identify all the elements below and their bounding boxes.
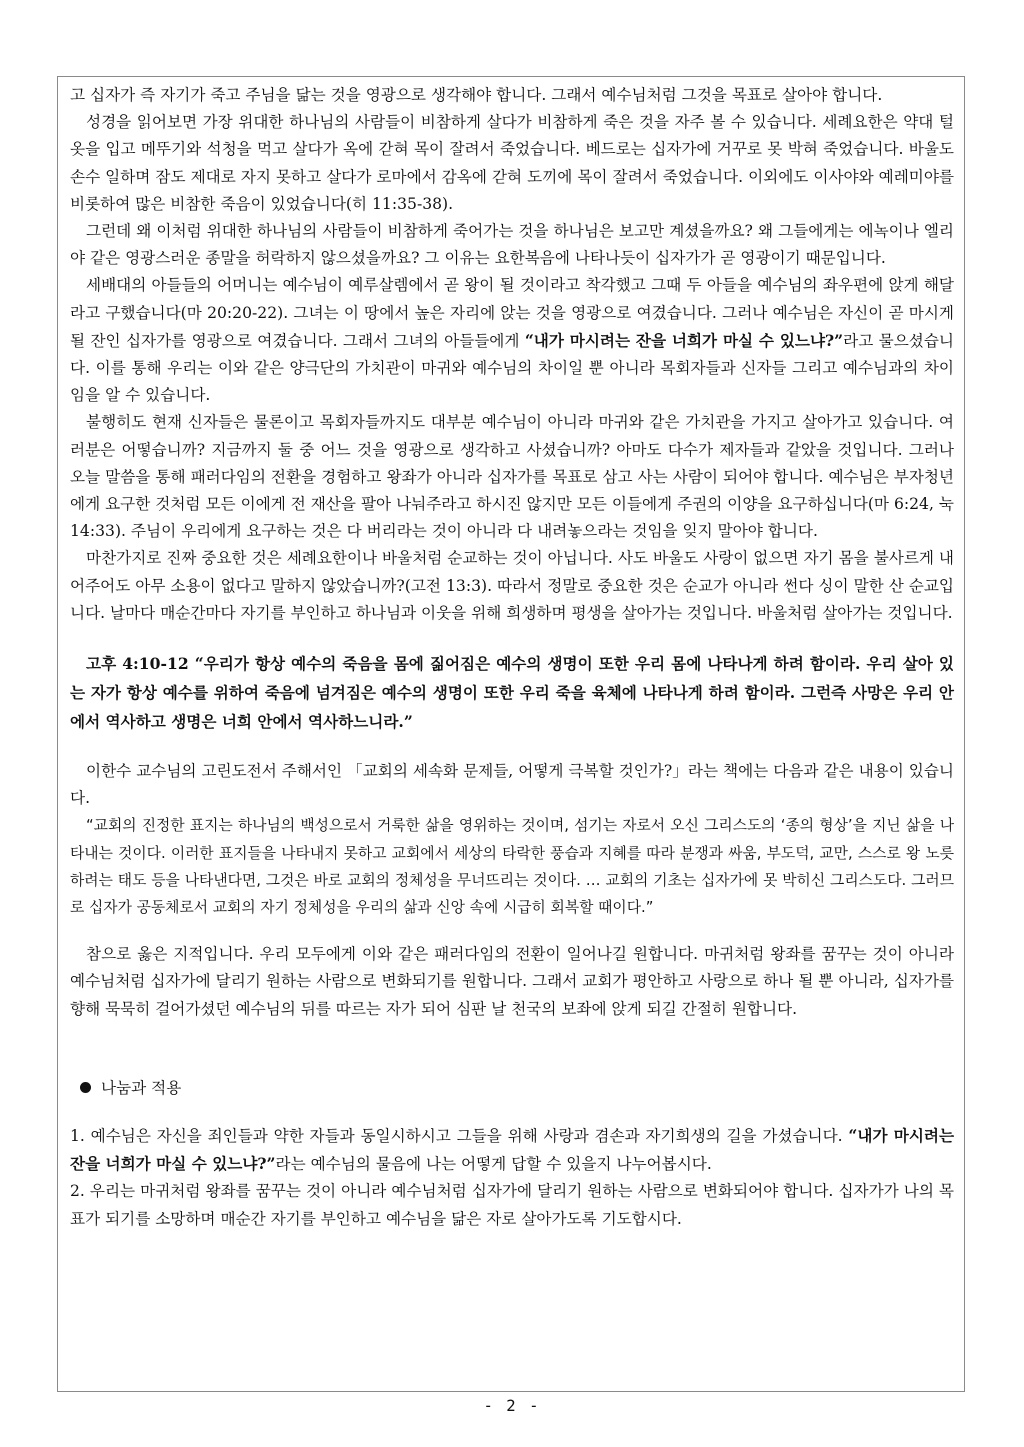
spacer [70, 736, 954, 758]
book-quote: “교회의 진정한 표지는 하나님의 백성으로서 거룩한 삶을 영위하는 것이며, 섬기는 자로서 오신 그리스도의 ‘종의 형상’을 지닌 삶을 나타내는 것이다. 이러한 표지들을 나타내지 못하고 교회에서 세상의 타락한 풍습과 지혜를 따라 분쟁과 싸움, 부도덕, 교만, 스스로 왕 노릇 하려는 태도 등을 나타낸다면, 그것은 바로 교회의 정체성을 무너뜨리는 것이다. … 교회의 기초는 십자가에 못 박히신 그리스도다. 그러므로 십자가 공동체로서 교회의 자기 정체성을 우리의 삶과 신앙 속에 시급히 회복할 때이다.” [70, 817, 954, 917]
paragraph-paradigm: 불행히도 현재 신자들은 물론이고 목회자들까지도 대부분 예수님이 아니라 마귀와 같은 가치관을 가지고 살아가고 있습니다. 여러분은 어떻습니까? 지금까지 둘 중 어느 것을 영광으로 생각하고 사셨습니까? 아마도 다수가 제자들과 같았을 것입니다. 그러나 오늘 말씀을 통해 패러다임의 전환을 경험하고 왕좌가 아니라 십자가를 목표로 삼고 사는 사람이 되어야 합니다. 예수님은 부자청년에게 요구한 것처럼 모든 이에게 전 재산을 팔아 나눠주라고 하시진 않지만 모든 이들에게 주권의 이양을 요구하십니다(마 6:24, 눅 14:33). 주님이 우리에게 요구하는 것은 다 버리라는 것이 아니라 다 내려놓으라는 것임을 잊지 말아야 합니다. [70, 413, 954, 541]
bullet-icon [80, 1082, 91, 1093]
sharing-item-1-after: 라는 예수님의 물음에 나는 어떻게 답할 수 있을지 나누어봅시다. [275, 1155, 712, 1174]
spacer [70, 627, 954, 649]
paragraph-zebedee [70, 272, 954, 409]
sharing-item-1 [70, 1122, 954, 1178]
page-frame [57, 76, 965, 1392]
zebedee-text-before: 세배대의 아들들의 어머니는 예수님이 예루살렘에서 곧 왕이 될 것이라고 착각했고 그때 두 아들을 예수님의 좌우편에 앉게 해달라고 구했습니다(마 20:20-22). 그녀는 이 땅에서 높은 자리에 앉는 것을 영광으로 여겼습니다. 그러나 예수님은 자신이 곧 마시게 될 잔인 십자가를 영광으로 여겼습니다. 그래서 그녀의 아들들에게 [70, 276, 954, 350]
scripture-quote: 고후 4:10-12 “우리가 항상 예수의 죽음을 몸에 짊어짐은 예수의 생명이 또한 우리 몸에 나타나게 하려 함이라. 우리 살아 있는 자가 항상 예수를 위하여 죽음에 넘겨짐은 예수의 생명이 또한 우리 죽을 육체에 나타나게 하려 함이라. 그런즉 사망은 우리 안에서 역사하고 생명은 너희 안에서 역사하느니라.” [70, 654, 954, 732]
page-number: - 2 - [483, 1397, 541, 1415]
paragraph-why: 그런데 왜 이처럼 위대한 하나님의 사람들이 비참하게 죽어가는 것을 하나님은 보고만 계셨을까요? 왜 그들에게는 에녹이나 엘리야 같은 영광스러운 종말을 허락하지 않으셨을까요? 그 이유는 요한복음에 나타나듯이 십자가가 곧 영광이기 때문입니다. [70, 222, 954, 268]
sharing-item-2: 2. 우리는 마귀처럼 왕좌를 꿈꾸는 것이 아니라 예수님처럼 십자가에 달리기 원하는 사람으로 변화되어야 합니다. 십자가가 나의 목표가 되기를 소망하며 매순간 자기를 부인하고 예수님을 닮은 자로 살아가도록 기도합시다. [70, 1182, 954, 1228]
paragraph-continuation: 고 십자가 즉 자기가 죽고 주님을 닮는 것을 영광으로 생각해야 합니다. 그래서 예수님처럼 그것을 목표로 살아야 합니다. [70, 86, 883, 104]
spacer [70, 921, 954, 941]
paragraph-martyrdom: 마찬가지로 진짜 중요한 것은 세례요한이나 바울처럼 순교하는 것이 아닙니다. 사도 바울도 사랑이 없으면 자기 몸을 불사르게 내어주어도 아무 소용이 없다고 말하지 않았습니까?(고전 13:3). 따라서 정말로 중요한 것은 순교가 아니라 썬다 싱이 말한 산 순교입니다. 날마다 매순간마다 자기를 부인하고 하나님과 이웃을 위해 희생하며 평생을 살아가는 것입니다. 바울처럼 살아가는 것입니다. [70, 549, 954, 622]
closing-paragraph: 참으로 옳은 지적입니다. 우리 모두에게 이와 같은 패러다임의 전환이 일어나길 원합니다. 마귀처럼 왕좌를 꿈꾸는 것이 아니라 예수님처럼 십자가에 달리기 원하는 사람으로 변화되기를 원합니다. 그래서 교회가 평안하고 사랑으로 하나 될 뿐 아니라, 십자가를 향해 묵묵히 걸어가셨던 예수님의 뒤를 따르는 자가 되어 심판 날 천국의 보좌에 앉게 되길 간절히 원합니다. [70, 945, 954, 1018]
book-intro: 이한수 교수님의 고린도전서 주해서인 「교회의 세속화 문제들, 어떻게 극복할 것인가?」라는 책에는 다음과 같은 내용이 있습니다. [70, 762, 954, 808]
spacer [70, 1102, 954, 1122]
spacer [70, 1023, 954, 1075]
sharing-item-1-before: 1. 예수님은 자신을 죄인들과 약한 자들과 동일시하시고 그들을 위해 사랑과 겸손과 자기희생의 길을 가셨습니다. [70, 1126, 849, 1145]
page-content [70, 82, 954, 1233]
sharing-heading [70, 1075, 954, 1102]
sharing-item-1-quote: “내가 마시려는 잔을 너희가 마실 수 있느냐?” [70, 1125, 955, 1174]
zebedee-text-after: 라고 물으셨습니다. 이를 통해 우리는 이와 같은 양극단의 가치관이 마귀와 예수님의 차이일 뿐 아니라 목회자들과 신자들 그리고 예수님과의 차이임을 알 수 있습니다. [70, 331, 954, 405]
zebedee-quote: “내가 마시려는 잔을 너희가 마실 수 있느냐?” [524, 330, 844, 350]
paragraph-martyrs: 성경을 읽어보면 가장 위대한 하나님의 사람들이 비참하게 살다가 비참하게 죽은 것을 자주 볼 수 있습니다. 세례요한은 약대 털옷을 입고 메뚜기와 석청을 먹고 살다가 옥에 갇혀 목이 잘려서 죽었습니다. 베드로는 십자가에 거꾸로 못 박혀 죽었습니다. 바울도 손수 일하며 잠도 제대로 자지 못하고 살다가 로마에서 감옥에 갇혀 도끼에 목이 잘려서 죽었습니다. 이외에도 이사야와 예레미야를 비롯하여 많은 비참한 죽음이 있었습니다(히 11:35-38). [70, 113, 954, 213]
sharing-heading-label: 나눔과 적용 [101, 1078, 182, 1097]
